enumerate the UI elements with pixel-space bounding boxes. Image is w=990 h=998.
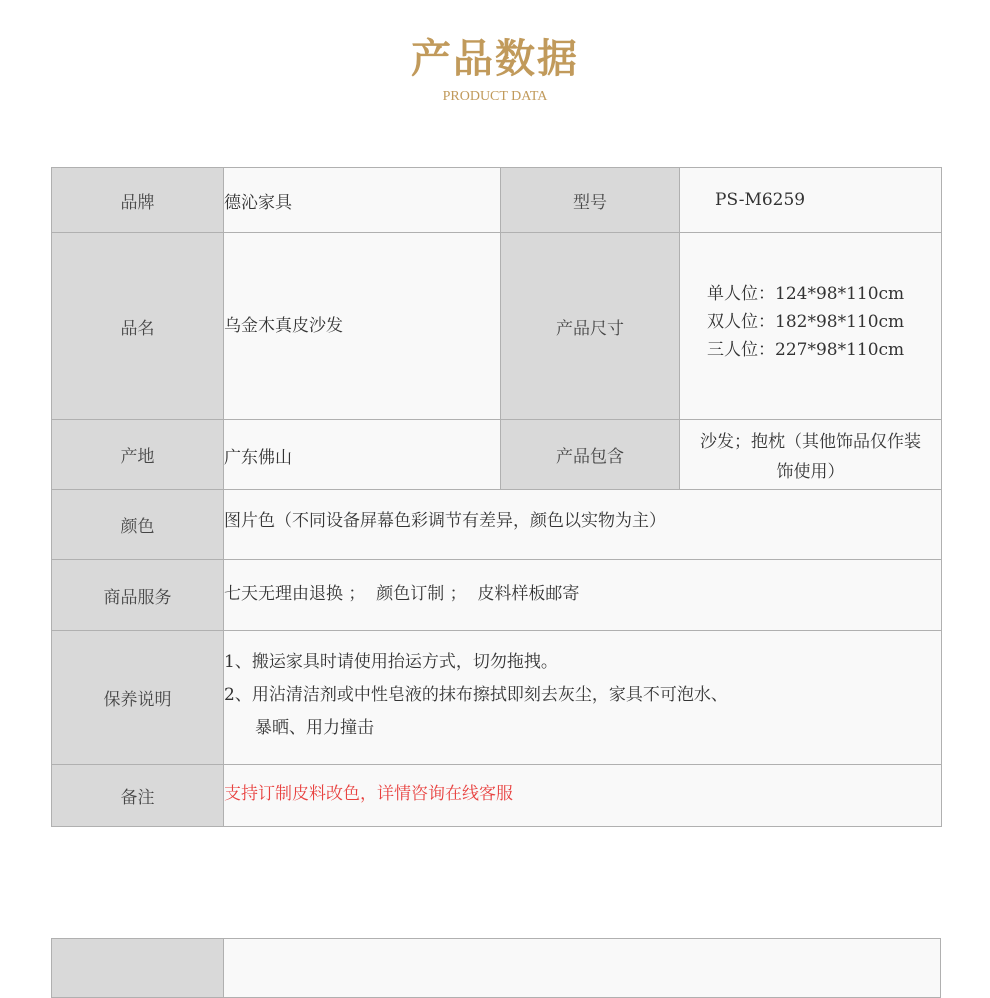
row-color [52,490,942,560]
page-subtitle: PRODUCT DATA [442,89,548,104]
care-label: 保养说明 [52,631,224,765]
size-values [680,233,942,420]
model-value: PS-M6259 [680,168,942,233]
next-table-label-cell [52,939,224,997]
service-label: 商品服务 [52,560,224,631]
brand-value: 德沁家具 [224,168,501,233]
brand-label: 品牌 [52,168,224,233]
care-line-3: 暴晒、用力撞击 [255,718,374,738]
page-title: 产品数据 [411,35,579,82]
contents-value [680,420,942,490]
name-value: 乌金木真皮沙发 [224,233,501,420]
color-label: 颜色 [52,490,224,560]
name-label: 品名 [52,233,224,420]
care-line-2: 2、用沾清洁剂或中性皂液的抹布擦拭即刻去灰尘，家具不可泡水、 [224,685,728,705]
product-data-table [51,167,942,827]
contents-label: 产品包含 [501,420,680,490]
next-table-value-cell [224,939,940,997]
size-single: 单人位：124*98*110cm [707,284,905,304]
model-label: 型号 [501,168,680,233]
row-note [52,765,942,827]
origin-value: 广东佛山 [224,420,501,490]
next-table-partial [51,938,941,998]
size-triple: 三人位：227*98*110cm [707,340,905,360]
note-label: 备注 [52,765,224,827]
contents-line-2: 饰使用） [776,462,845,482]
origin-label: 产地 [52,420,224,490]
contents-line-1: 沙发；抱枕（其他饰品仅作装 [700,432,921,452]
row-name [52,233,942,420]
row-origin [52,420,942,490]
note-value: 支持订制皮料改色，详情咨询在线客服 [224,765,942,827]
size-double: 双人位：182*98*110cm [707,312,905,332]
color-value: 图片色（不同设备屏幕色彩调节有差异，颜色以实物为主） [224,490,942,560]
care-line-1: 1、搬运家具时请使用抬运方式，切勿拖拽。 [224,652,558,672]
row-brand [52,168,942,233]
size-label: 产品尺寸 [501,233,680,420]
row-care [52,631,942,765]
service-value: 七天无理由退换 ； 颜色订制 ； 皮料样板邮寄 [224,560,942,631]
care-value [224,631,942,765]
row-service [52,560,942,631]
